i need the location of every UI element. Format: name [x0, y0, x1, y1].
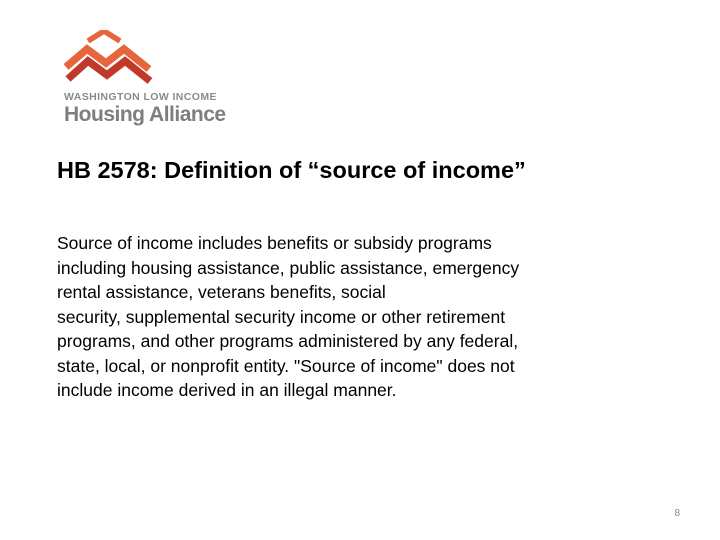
page-number: 8: [674, 508, 680, 519]
logo-text-name: Housing Alliance: [64, 103, 226, 126]
paragraph-line: security, supplemental security income or other retirement: [57, 306, 506, 327]
roof-logo-mark-icon: [64, 30, 159, 86]
housing-alliance-logo: [64, 30, 254, 130]
paragraph-line: state, local, or nonprofit entity. "Source of income" does not: [57, 355, 515, 376]
paragraph-line: programs, and other programs administered by any federal,: [57, 331, 519, 351]
definition-paragraph: [57, 231, 677, 403]
paragraph-line: include income derived in an illegal manner.: [57, 380, 397, 400]
slide-title: HB 2578: Definition of “source of income”: [57, 157, 526, 183]
paragraph-line: including housing assistance, public assistance, emergency: [57, 257, 520, 278]
logo-text-organization: WASHINGTON LOW INCOME: [64, 91, 217, 103]
paragraph-line: rental assistance, veterans benefits, social: [57, 282, 386, 302]
paragraph-line: Source of income includes benefits or subsidy programs: [57, 233, 492, 253]
